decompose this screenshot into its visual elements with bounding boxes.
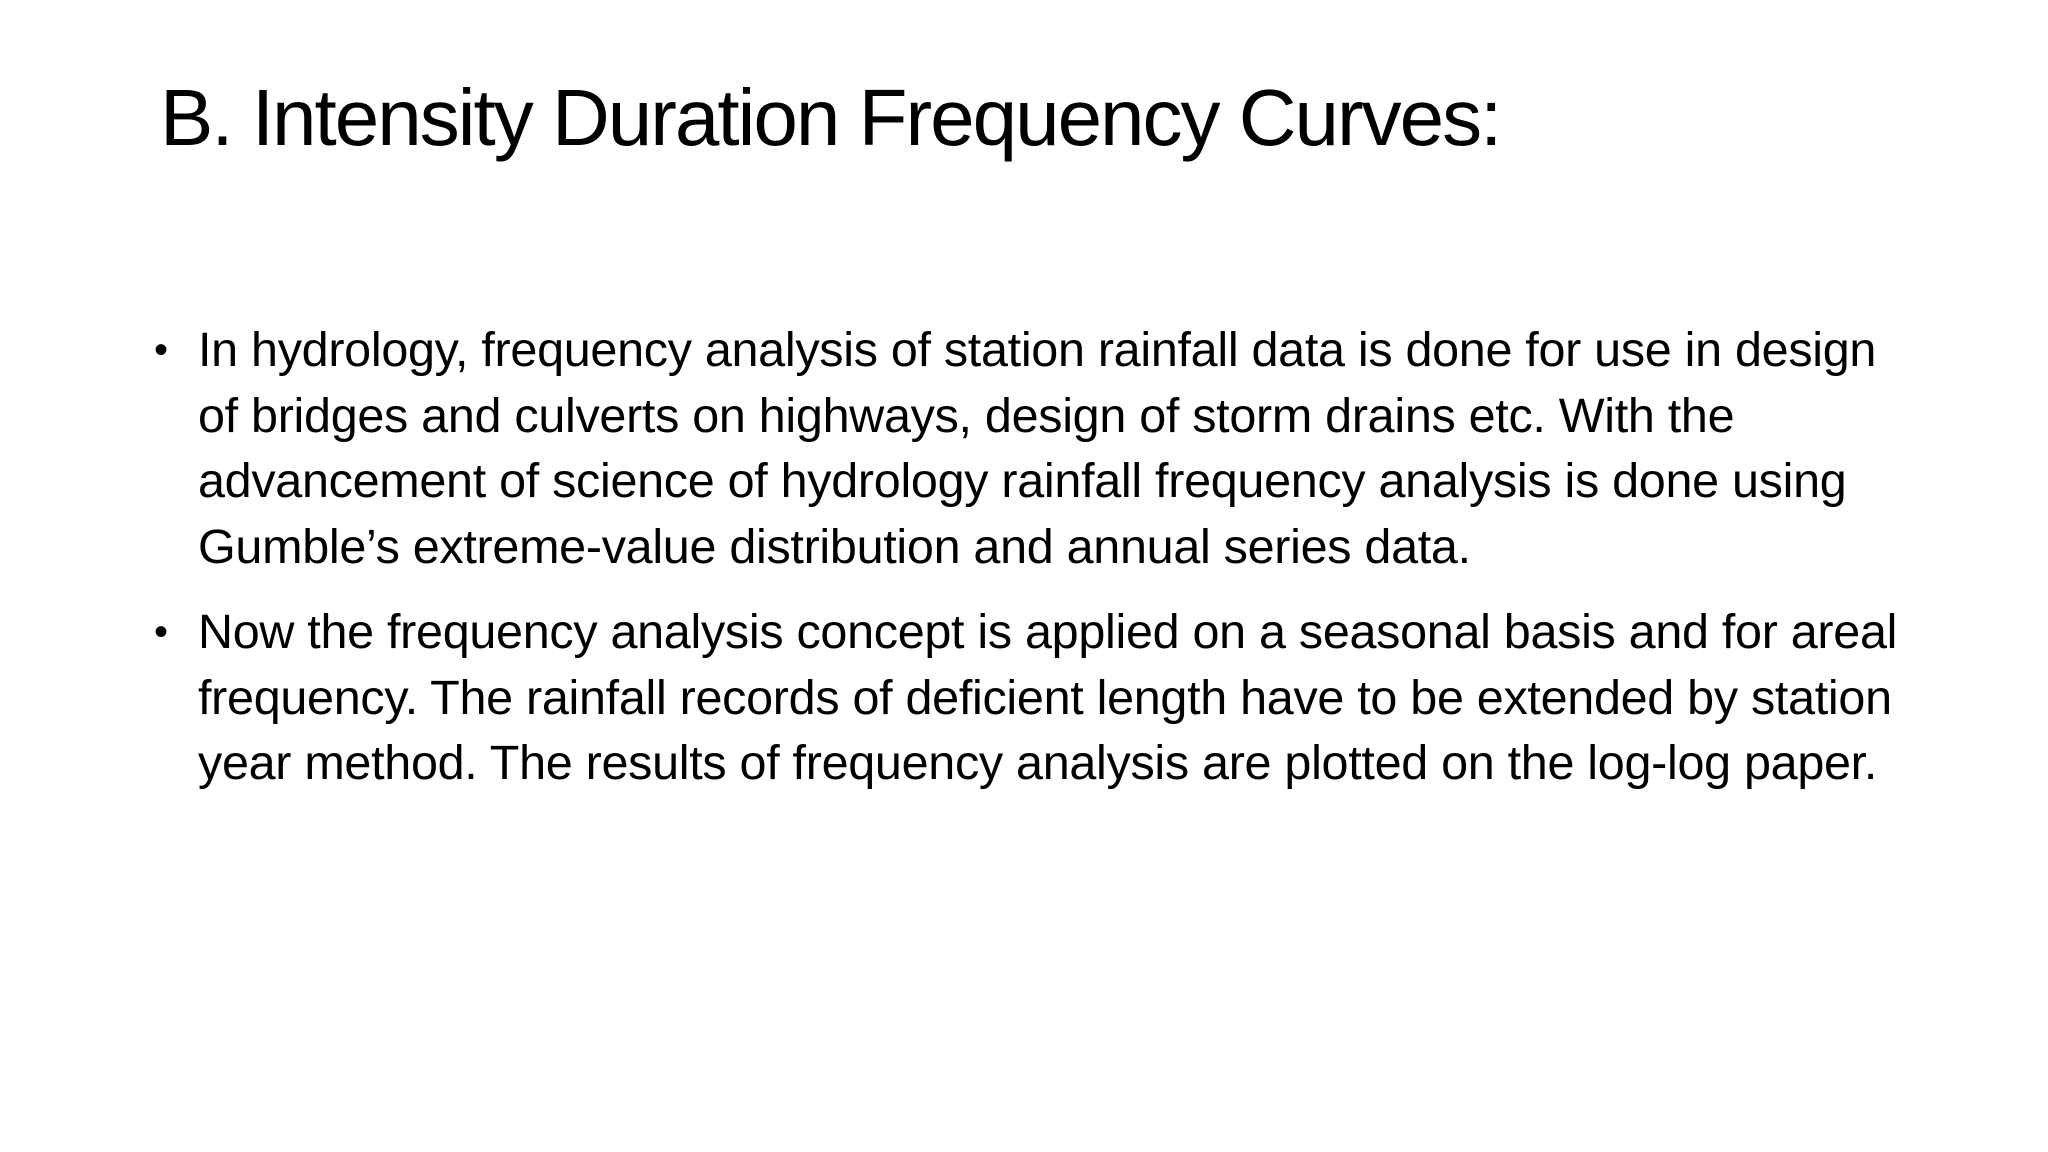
bullet-text: In hydrology, frequency analysis of station rainfall data is done for use in design of bridges and culverts on highways, design of storm drains etc. With the advancement of science of hydrology rainfall frequency analysis is done using Gumble’s extreme-value distribution and annual series data. bbox=[198, 323, 1877, 574]
slide-title: B. Intensity Duration Frequency Curves: bbox=[160, 73, 1501, 162]
bullet-marker: • bbox=[154, 610, 168, 654]
bullet-marker: • bbox=[154, 328, 168, 372]
bullet-text: Now the frequency analysis concept is applied on a seasonal basis and for areal frequency. The rainfall records of deficient length have to be extended by station year method. The results of frequency analysis are plotted on the log-log paper. bbox=[198, 605, 1898, 790]
bullet-item-seasonal-areal-analysis bbox=[150, 600, 1910, 797]
bullet-list bbox=[150, 318, 1910, 817]
bullet-item-hydrology-frequency-analysis bbox=[150, 318, 1910, 580]
